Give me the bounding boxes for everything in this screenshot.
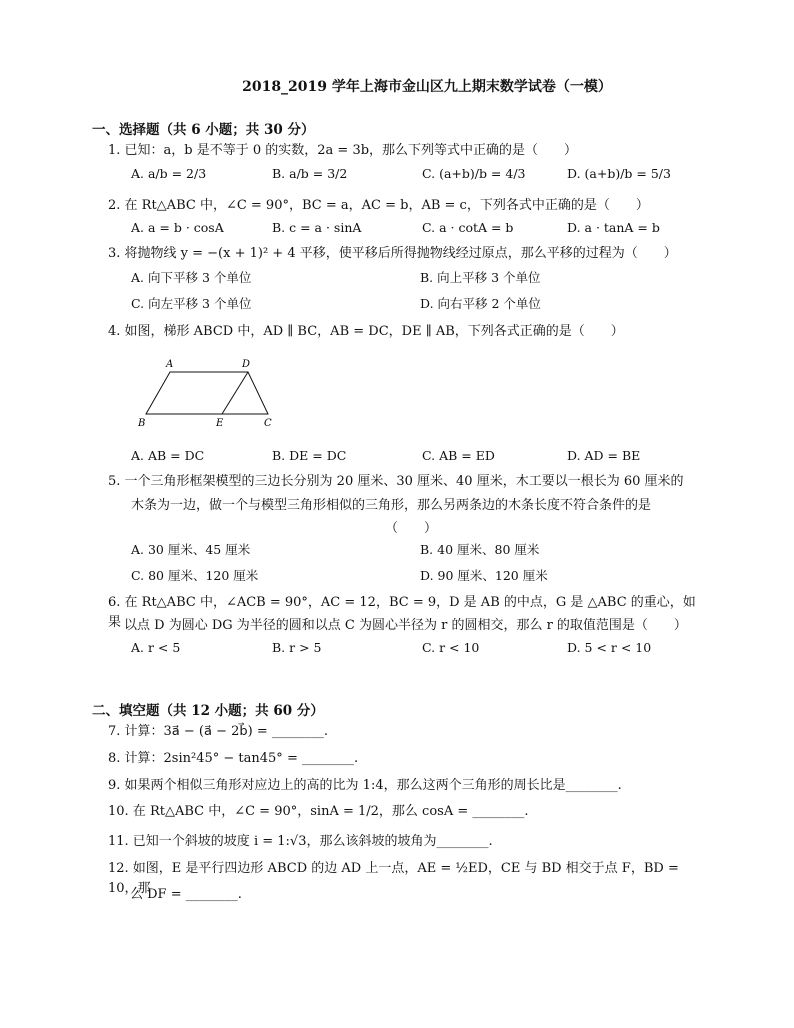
trapezoid-outline [146,372,268,414]
question-5-stem-line-1: 5. 一个三角形框架模型的三边长分别为 20 厘米、30 厘米、40 厘米，木工要以一根长为 60 厘米的 [108,474,684,489]
question-1-option-b[interactable]: B. a/b = 3/2 [272,166,348,181]
question-2-options [131,220,691,242]
section-heading-fill-in: 二、填空题（共 12 小题；共 60 分） [92,703,324,719]
question-5-option-b[interactable]: B. 40 厘米、80 厘米 [420,542,540,557]
question-6-option-c[interactable]: C. r < 10 [422,640,480,655]
question-3-option-c[interactable]: C. 向左平移 3 个单位 [131,296,252,311]
label-c: C [264,418,272,429]
question-1-options [131,166,691,188]
question-4-option-a[interactable]: A. AB = DC [131,448,205,463]
question-4-option-d[interactable]: D. AD = BE [567,448,641,463]
question-2-stem: 2. 在 Rt△ABC 中，∠C = 90°，BC = a，AC = b，AB = c，下列各式中正确的是（ ） [108,198,649,213]
question-6-stem-line-2: 以点 D 为圆心 DG 为半径的圆和以点 C 为圆心半径为 r 的圆相交，那么 r 的取值范围是（ ） [124,618,687,633]
question-5-option-c[interactable]: C. 80 厘米、120 厘米 [131,568,259,583]
question-3-option-b[interactable]: B. 向上平移 3 个单位 [420,270,541,285]
question-1-stem: 1. 已知：a，b 是不等于 0 的实数，2a = 3b，那么下列等式中正确的是（ ） [108,143,578,158]
question-3-option-d[interactable]: D. 向右平移 2 个单位 [420,296,541,311]
question-2-option-b[interactable]: B. c = a · sinA [272,220,362,235]
question-4-stem: 4. 如图，梯形 ABCD 中，AD ∥ BC，AB = DC，DE ∥ AB，下列各式正确的是（ ） [108,324,624,339]
label-d: D [242,359,251,370]
page-title: 2018_2019 学年上海市金山区九上期末数学试卷（一模） [242,79,612,95]
question-1-option-a[interactable]: A. a/b = 2/3 [131,166,207,181]
question-6-option-b[interactable]: B. r > 5 [272,640,322,655]
question-6-stem-line-1: 6. 在 Rt△ABC 中，∠ACB = 90°，AC = 12，BC = 9，D 是 AB 的中点，G 是 △ABC 的重心，如果 [108,595,696,630]
question-5-stem-line-3: （ ） [385,521,438,536]
question-4-option-c[interactable]: C. AB = ED [422,448,495,463]
question-7: 7. 计算：3a⃗ − (a⃗ − 2b⃗) = ________. [108,724,329,739]
question-1-option-c[interactable]: C. (a+b)/b = 4/3 [422,166,526,181]
question-2-option-a[interactable]: A. a = b · cosA [131,220,224,235]
question-6-options [131,640,691,662]
label-b: B [138,418,146,429]
question-5-option-a[interactable]: A. 30 厘米、45 厘米 [131,542,251,557]
segment-de [222,372,248,414]
trapezoid-figure [130,352,280,432]
question-5-stem-line-2: 木条为一边，做一个与模型三角形相似的三角形，那么另两条边的木条长度不符合条件的是 [131,498,652,513]
question-12-line-2: 么 DF = ________. [130,887,242,902]
question-11: 11. 已知一个斜坡的坡度 i = 1:√3，那么该斜坡的坡角为________. [108,834,493,849]
label-a: A [166,359,174,370]
question-3-option-a[interactable]: A. 向下平移 3 个单位 [131,270,252,285]
question-3-stem: 3. 将抛物线 y = −(x + 1)² + 4 平移，使平移后所得抛物线经过原点，那么平移的过程为（ ） [108,246,677,261]
question-4-option-b[interactable]: B. DE = DC [272,448,347,463]
question-9: 9. 如果两个相似三角形对应边上的高的比为 1:4，那么这两个三角形的周长比是________. [108,778,622,793]
question-2-option-c[interactable]: C. a · cotA = b [422,220,514,235]
question-4-options [131,448,691,470]
question-5-option-d[interactable]: D. 90 厘米、120 厘米 [420,568,548,583]
question-2-option-d[interactable]: D. a · tanA = b [567,220,660,235]
question-12-line-1: 12. 如图，E 是平行四边形 ABCD 的边 AD 上一点，AE = ½ED，CE 与 BD 相交于点 F，BD = 10，那 [108,861,679,896]
section-heading-choice: 一、选择题（共 6 小题；共 30 分） [92,122,315,138]
question-6-option-a[interactable]: A. r < 5 [131,640,181,655]
question-6-option-d[interactable]: D. 5 < r < 10 [567,640,652,655]
question-10: 10. 在 Rt△ABC 中，∠C = 90°，sinA = 1/2，那么 cosA = ________. [108,804,529,819]
question-8: 8. 计算：2sin²45° − tan45° = ________. [108,751,359,766]
question-1-option-d[interactable]: D. (a+b)/b = 5/3 [567,166,671,181]
label-e: E [216,418,224,429]
